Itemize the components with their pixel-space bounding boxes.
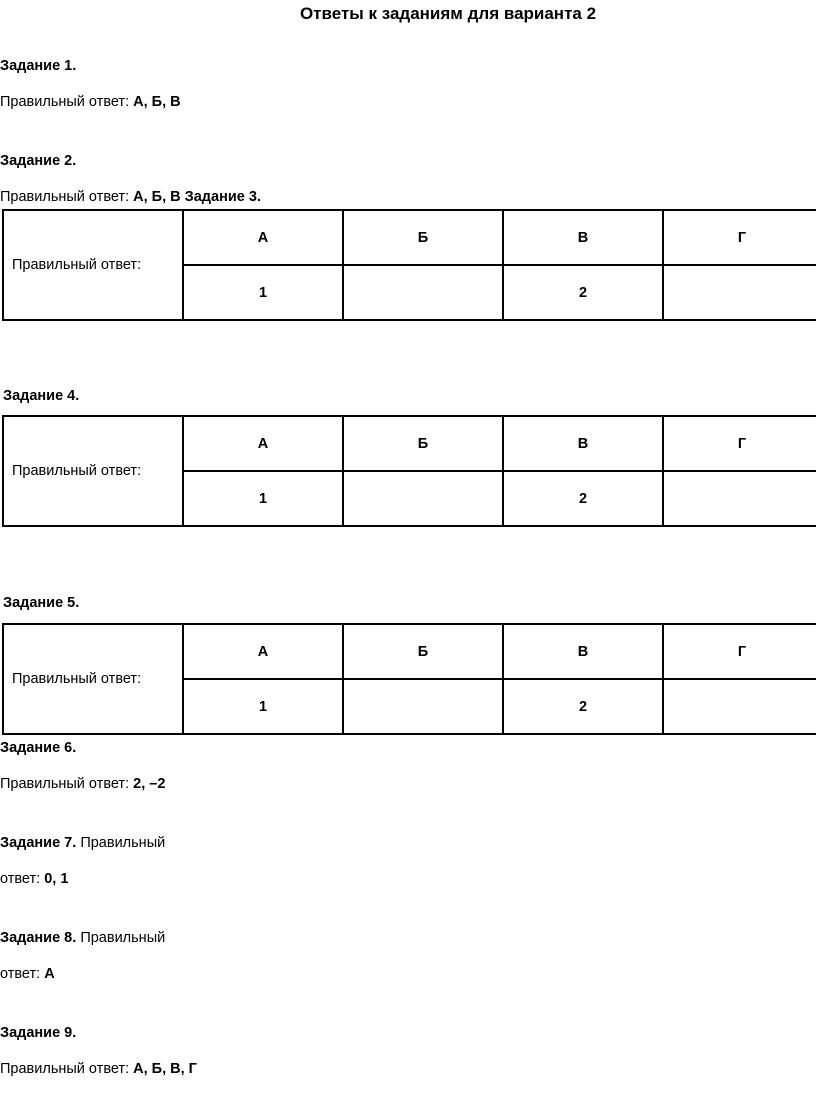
task-7-answer <box>0 870 68 888</box>
page-title: Ответы к заданиям для варианта 2 <box>299 4 597 23</box>
table-label: Правильный ответ: <box>3 210 183 320</box>
table-value-g <box>663 679 816 734</box>
table-label: Правильный ответ: <box>3 416 183 526</box>
task-3-answer-table <box>2 209 816 321</box>
task-2-heading: Задание 2. <box>0 153 77 169</box>
answer-label-rest: ответ: <box>0 871 41 887</box>
task-9-heading: Задание 9. <box>0 1025 77 1041</box>
answer-label-word: Правильный <box>80 930 166 946</box>
answer-value: А, Б, В <box>133 94 181 110</box>
table-header-v: В <box>503 210 663 265</box>
table-value-b <box>343 471 503 526</box>
answer-value: А, Б, В, Г <box>133 1061 197 1077</box>
answer-label: Правильный ответ: <box>0 189 130 205</box>
task-4-answer-table <box>2 415 816 527</box>
task-5-heading: Задание 5. <box>3 595 80 611</box>
answer-value: 2, –2 <box>133 776 166 792</box>
task-2-answer <box>0 188 261 206</box>
answer-label-word: Правильный <box>80 835 166 851</box>
task-1-answer <box>0 93 181 111</box>
task-4-heading: Задание 4. <box>3 388 80 404</box>
task-8-heading-line <box>0 929 165 947</box>
table-header-g: Г <box>663 210 816 265</box>
table-value-v: 2 <box>503 679 663 734</box>
table-header-b: Б <box>343 416 503 471</box>
answer-label: Правильный ответ: <box>0 1061 130 1077</box>
table-header-a: А <box>183 624 343 679</box>
answer-value: А, Б, В <box>133 189 181 205</box>
table-value-a: 1 <box>183 471 343 526</box>
task-6-answer <box>0 775 165 793</box>
table-value-v: 2 <box>503 265 663 320</box>
answer-label: Правильный ответ: <box>0 94 130 110</box>
table-value-g <box>663 265 816 320</box>
table-header-g: Г <box>663 624 816 679</box>
task-6-heading: Задание 6. <box>0 740 77 756</box>
table-value-b <box>343 265 503 320</box>
table-value-v: 2 <box>503 471 663 526</box>
table-header-v: В <box>503 624 663 679</box>
table-header-b: Б <box>343 210 503 265</box>
task-7-heading: Задание 7. <box>0 835 77 851</box>
table-header-row <box>3 210 816 265</box>
table-value-a: 1 <box>183 265 343 320</box>
table-header-b: Б <box>343 624 503 679</box>
table-value-g <box>663 471 816 526</box>
task-3-heading: Задание 3. <box>184 189 261 205</box>
table-header-row <box>3 624 816 679</box>
answer-label-rest: ответ: <box>0 966 41 982</box>
table-header-g: Г <box>663 416 816 471</box>
table-header-a: А <box>183 416 343 471</box>
table-label: Правильный ответ: <box>3 624 183 734</box>
task-8-heading: Задание 8. <box>0 930 77 946</box>
table-header-v: В <box>503 416 663 471</box>
table-header-row <box>3 416 816 471</box>
table-value-b <box>343 679 503 734</box>
task-8-answer <box>0 965 55 983</box>
answer-value: А <box>44 966 55 982</box>
answer-value: 0, 1 <box>44 871 69 887</box>
task-9-answer <box>0 1060 197 1078</box>
task-1-heading: Задание 1. <box>0 58 77 74</box>
task-7-heading-line <box>0 834 165 852</box>
answer-label: Правильный ответ: <box>0 776 130 792</box>
table-value-a: 1 <box>183 679 343 734</box>
task-5-answer-table <box>2 623 816 735</box>
table-header-a: А <box>183 210 343 265</box>
